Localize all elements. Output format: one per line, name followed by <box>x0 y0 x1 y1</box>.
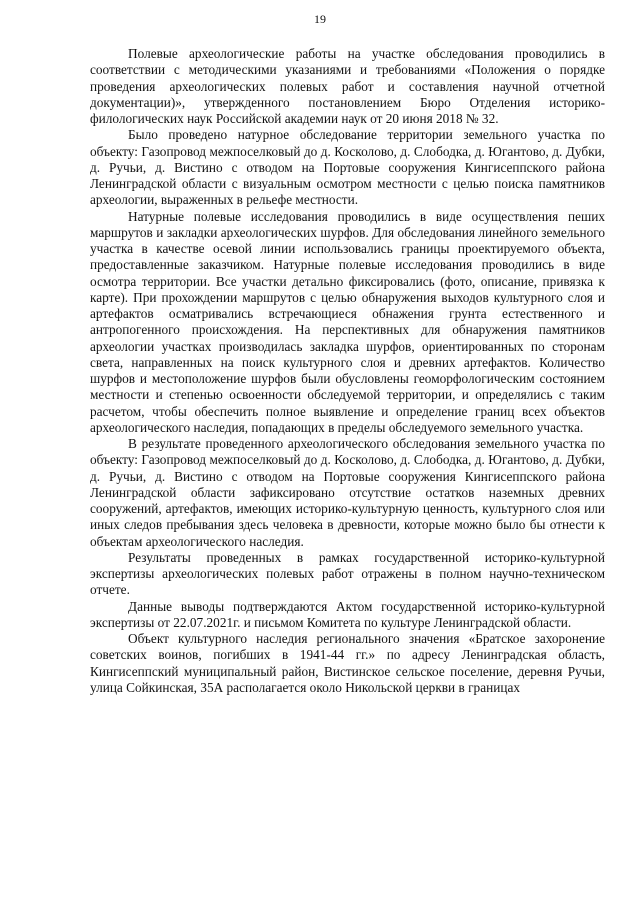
paragraph-report-reference: Результаты проведенных в рамках государственной историко-культурной экспертизы археологических полевых работ отражены в полном научно-техническом отчете. <box>90 549 605 598</box>
paragraph-heritage-object: Объект культурного наследия регионального значения «Братское захоронение советских воинов, погибших в 1941-44 гг.» по адресу Ленинградская область, Кингисеппский муниципальный район, Вистинское сельское поселение, деревня Ручьи, улица Сойкинская, 35А располагается около Никольской церкви в границах <box>90 631 605 695</box>
paragraph-survey-results: В результате проведенного археологического обследования земельного участка по объекту: Газопровод межпоселковый до д. Косколово, д. Слободка, д. Югантово, д. Дубки, д. Ручьи, д. Вистино с отводом на Портовые сооружения Кингисеппского района Ленинградской области зафиксировано отсутствие остатков наземных древних сооружений, артефактов, имеющих историко-культурную ценность, культурного слоя или иных следов пребывания здесь человека в древности, которые можно было бы отнести к объектам археологического наследия. <box>90 436 605 549</box>
page-number: 19 <box>314 12 326 26</box>
paragraph-field-work-methodology: Полевые археологические работы на участке обследования проводились в соответствии с методическими указаниями и требованиями «Положения о порядке проведения археологических полевых работ и составления научной отчетной документации)», утвержденного постановлением Бюро Отделения историко-филологических наук Российской академии наук от 20 июня 2018 № 32. <box>90 46 605 126</box>
paragraph-survey-object: Было проведено натурное обследование территории земельного участка по объекту: Газопровод межпоселковый до д. Косколово, д. Слободка, д. Югантово, д. Дубки, д. Ручьи, д. Вистино с отводом на Портовые сооружения Кингисеппского района Ленинградской области с визуальным осмотром местности с целью поиска памятников археологии, выраженных в рельефе местности. <box>90 127 605 208</box>
document-body <box>90 46 605 696</box>
paragraph-field-research-method: Натурные полевые исследования проводились в виде осуществления пеших маршрутов и закладки археологических шурфов. Для обследования линейного земельного участка в качестве осевой линии использовались границы проектируемого объекта, предоставленные заказчиком. Натурные полевые исследования проводились в виде осмотра территории. Все участки детально фиксировались (фото, описание, привязка к карте). При прохождении маршрутов с целью обнаружения выходов культурного слоя и артефактов осматривались встречающиеся обнажения грунта естественного и антропогенного происхождения. На перспективных для обнаружения памятников археологии участках производилась закладка шурфов, ориентированных по сторонам света, направленных на поиск культурного слоя и древних артефактов. Количество шурфов и местоположение шурфов были обусловлены геоморфологическим состоянием местности и степенью освоенности обследуемой территории, и определялись с таким расчетом, чтобы обеспечить полное выявление и определение границ всех объектов археологического наследия, попадающих в пределы обследуемого земельного участка. <box>90 208 605 435</box>
paragraph-conclusions-confirmation: Данные выводы подтверждаются Актом государственной историко-культурной экспертизы от 22.07.2021г. и письмом Комитета по культуре Ленинградской области. <box>90 598 605 630</box>
